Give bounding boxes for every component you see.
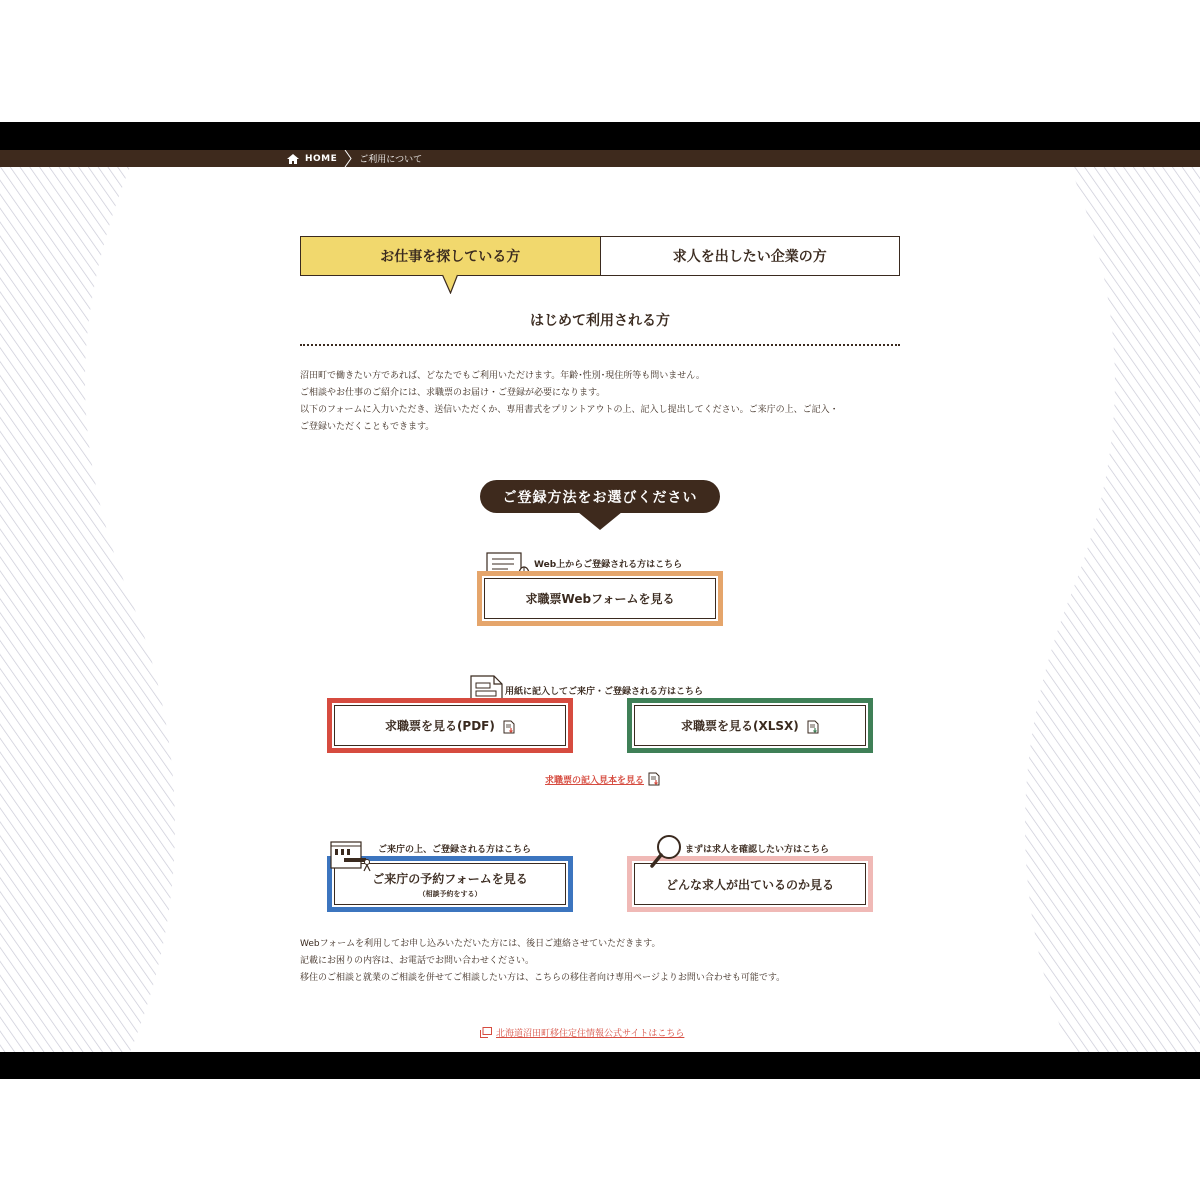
paper-caption: 用紙に記入してご来庁・ご登録される方はこちら — [505, 687, 704, 697]
xlsx-file-icon — [807, 720, 819, 734]
external-link-row — [480, 1026, 684, 1039]
web-caption: Web上からご登録される方はこちら — [534, 560, 683, 570]
tab-bar — [300, 236, 900, 276]
magnifier-icon — [650, 834, 682, 870]
breadcrumb-home-link[interactable]: HOME — [305, 153, 338, 164]
intro-line: 以下のフォームに入力いただき、送信いただくか、専用書式をプリントアウトの上、記入し提出してください。ご来庁の上、ご記入・ — [300, 405, 839, 415]
visit-button-sub: （相談予約をする） — [418, 889, 482, 898]
relocation-site-link[interactable]: 北海道沼田町移住定住情報公式サイトはこちら — [496, 1029, 685, 1039]
jobs-caption: まずは求人を確認したい方はこちら — [685, 845, 830, 855]
pdf-file-icon — [503, 720, 515, 734]
outro-line: Webフォームを利用してお申し込みいただいた方には、後日ご連絡させていただきます。 — [300, 939, 661, 949]
pdf-button-label: 求職票を見る(PDF) — [384, 719, 495, 733]
jobs-button-label: どんな求人が出ているのか見る — [665, 877, 834, 892]
tab-pointer — [442, 274, 458, 294]
breadcrumb — [287, 150, 422, 167]
office-building-icon — [330, 838, 374, 872]
section-title: はじめて利用される方 — [530, 313, 670, 329]
outro-text — [300, 936, 905, 987]
dotted-divider — [300, 344, 900, 346]
web-form-button-label: 求職票Webフォームを見る — [525, 592, 675, 606]
pdf-form-button[interactable] — [327, 698, 573, 753]
visit-caption: ご来庁の上、ご登録される方はこちら — [378, 845, 532, 855]
heading-pointer — [578, 512, 622, 530]
intro-text — [300, 368, 905, 436]
xlsx-button-label: 求職票を見る(XLSX) — [681, 719, 799, 733]
chevron-right-icon — [343, 150, 353, 167]
outro-line: 記載にお困りの内容は、お電話でお問い合わせください。 — [300, 956, 535, 966]
web-form-button[interactable] — [477, 571, 723, 626]
external-window-icon — [480, 1027, 492, 1038]
breadcrumb-current: ご利用について — [359, 155, 423, 165]
tab-job-seekers[interactable]: お仕事を探している方 — [300, 236, 601, 276]
breadcrumb-bar — [0, 150, 1200, 167]
sample-link-row — [545, 772, 660, 786]
xlsx-form-button[interactable] — [627, 698, 873, 753]
top-black-bar — [0, 122, 1200, 150]
visit-button-label: ご来庁の予約フォームを見る — [372, 871, 528, 886]
bottom-black-bar — [0, 1052, 1200, 1079]
intro-line: 沼田町で働きたい方であれば、どなたでもご利用いただけます。年齢･性別･現住所等も問いません。 — [300, 371, 705, 381]
sample-link[interactable]: 求職票の記入見本を見る — [545, 775, 645, 786]
pdf-button-content — [385, 717, 515, 734]
intro-line: ご登録いただくこともできます。 — [300, 422, 435, 432]
sample-file-icon — [648, 772, 660, 786]
outro-line: 移住のご相談と就業のご相談を併せてご相談したい方は、こちらの移住者向け専用ページよりお問い合わせも可能です。 — [300, 973, 786, 983]
home-icon — [287, 154, 299, 164]
tab-employers[interactable]: 求人を出したい企業の方 — [601, 236, 901, 276]
intro-line: ご相談やお仕事のご紹介には、求職票のお届け・ご登録が必要になります。 — [300, 388, 606, 398]
choose-method-heading: ご登録方法をお選びください — [480, 480, 720, 513]
xlsx-button-content — [681, 717, 819, 734]
